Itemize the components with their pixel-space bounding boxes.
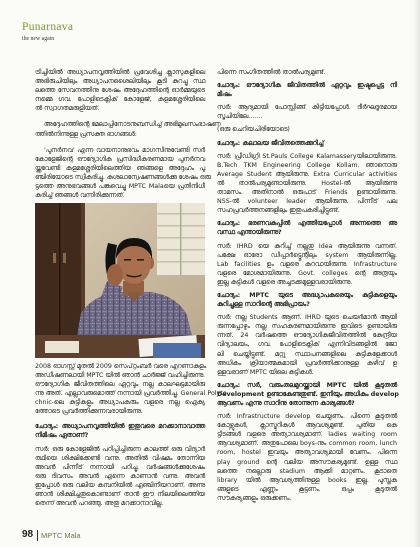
text-line: ചോദ്യം: ഔദ്യോഗിക ജീവിതത്തിൽ ഏറ്റവും ഇഷ്ടപ്പെട്ട നി [217, 82, 397, 90]
photo-desk [35, 335, 205, 358]
text-line: അഭിരുചിയിലും അധ്യാപനശൈലിയിലും കൂടി കുറച്ചു സ്ഥ [35, 78, 205, 86]
text-line: സർ: പ്രീഡിഗ്രി St.Pauls College Kalamasseryയിലായിരുന്നു. [217, 152, 397, 160]
text-line: വളരെ മോശമായിരുന്നു. Govt. colleges ന്റെ അത്രയും [217, 269, 397, 277]
text-line: ആവണം എന്നു സാറിനു തോന്നുന്ന കാര്യങ്ങൾ? [217, 400, 355, 407]
text-line: ട്ടത്തെ അനുഭവങ്ങൾ പങ്കുവെച്ചു MPTC Malaയെ പ്രതിനിധീ [35, 183, 205, 191]
photo-person-hand [107, 264, 123, 286]
text-line: ങ്ങളുടെ എണ്ണം കൂട്ടണം. ഒപ്പം കൂടുതൽ [217, 485, 397, 493]
page-number: 98 [22, 529, 34, 540]
masthead-title: Punarnava [22, 21, 74, 33]
text-line: മിഷം [217, 91, 232, 99]
interview-photo [35, 203, 205, 358]
text-line: B.Tech TKM Engineering College Kollam. ഞാനൊരു [217, 161, 397, 169]
text-line: അവൻ പിന്നീട് നന്നായി പഠിച്ചു. വർഷങ്ങൾക്കുശേഷം [35, 463, 205, 471]
text-line: ന്നത്. 24 വർഷത്തെ ഔദ്യോഗികജീവിതത്തിൽ കേന്ദ്രീയ [217, 332, 397, 340]
text-line: സൗകര്യങ്ങളും ഒരുക്കണം. [217, 494, 292, 502]
text-line: play ground ന്റെ വലിയ അസൗകര്യമുണ്ട്. ഉള്ള സ്ഥ [217, 458, 397, 466]
text-block [35, 362, 227, 417]
footer-divider [37, 530, 38, 541]
text-line: ൽ സ്വാഗതമരുളിയത്. [35, 105, 100, 113]
text-line: Lab facilities ഉം വളരെ കുറവായിരുന്നു. Infrastructure [217, 260, 397, 268]
text-line: ലി ചെയ്തിട്ടുണ്ട്. മറ്റു സ്ഥാപനങ്ങളിലെ കുട്ടികളേക്കാൾ [217, 350, 397, 358]
text-line: ന്നു അത്. എല്ലാവരുമൊത്ത് നന്നായി പ്രവർത്തിച്ചു. General Polyte [35, 390, 227, 398]
masthead-subtitle: the new again [22, 36, 55, 42]
text-line: ചോദ്യം: അധ്യാപനവൃത്തിയിൽ ഇതുവരെ മറക്കാനാവാത്ത [35, 422, 205, 430]
text-block [35, 146, 211, 201]
right-column [217, 68, 397, 503]
text-line: (ഒരു ചെറിയചിരിയോടെ) [217, 126, 290, 134]
text-line: അധികം ക്രിയാത്മകമായി പ്രവർത്തിക്കാനുള്ള കഴിവ് ഉ [217, 359, 397, 367]
text-line: കോളേജിന്റെ ഔദ്യോഗിക പ്രസിദ്ധീകരണമായ പുനർനവ [35, 155, 205, 163]
text-line: 2008 ഓഗസ്റ്റ് മുതൽ 2009 സെപ്റ്റംബർ വരെ എറണാകുളം [35, 363, 207, 370]
text-line: ൽ താൽപര്യമുണ്ടായിരുന്നു. Hostel-ൽ ആയിരുന്നു [217, 179, 397, 187]
text-line: library യിൽ ആവശ്യത്തിനുള്ള books ഇല്ല. പുസ്തക [217, 476, 397, 484]
text-line: ഞാൻ ശിക്ഷിച്ചതുകൊണ്ടാണ് താൻ ഈ നിലയിലെത്തിയ [35, 491, 205, 499]
aside-block [217, 125, 397, 134]
question-block [217, 291, 397, 309]
text-line: 'പുനർനവ' എന്ന വായനാനുഭവം മാഗസിനുവേണ്ടി സർ [44, 146, 205, 154]
text-line: ചോദ്യം: ഭരണവകുപ്പിൽ എത്തിയപ്പോൾ അന്നത്തെ അ [217, 220, 397, 228]
answer-block [35, 445, 205, 509]
text-line: Development ഉണ്ടാകേണ്ടതുണ്ട്. ഇനിയും അധികം develop [217, 390, 399, 398]
text-line: NSS-ൽ volunteer leader ആയിരുന്നു. പിന്നീട് പല [217, 198, 397, 206]
text-line: അഡീഷണലായി MPTC യിൽ ഞാൻ ചാർജ്ജ് വഹിച്ചിരുന്നു. [35, 372, 206, 380]
text-line: Average Student ആയിരുന്നു. Extra Curricular activities [217, 170, 397, 178]
text-line: സൂചിയിലേ....... [217, 113, 263, 121]
question-block [217, 219, 397, 237]
text-line: തെന്ന് അവൻ പറഞ്ഞു. അതു മറക്കാനാവില്ല. [35, 500, 164, 508]
text-line: ത്തിൽനിന്നുള്ള പ്രസക്ത ഭാഗങ്ങൾ: [35, 130, 137, 138]
question-block [217, 139, 397, 148]
text-line: ഒരു ദിവസം അവൻ എന്നെ കാണാൻ വന്നു. അവൻ [35, 473, 205, 481]
text-line: പിന്നെ സംഗീതത്തിൽ താൽപര്യമുണ്ട്. [217, 69, 326, 76]
left-column-top [35, 68, 221, 200]
publication-name: MPTC Mala [41, 531, 81, 540]
text-line: സർ: ഒരു കോളേജിൽ പഠിപ്പിച്ചിരുന്ന കാലത്ത് ഒരു വിദ്യാർ [35, 445, 205, 453]
text-line: ഇല്ല കുട്ടികൾ വളരെ അച്ചടക്കമുള്ളവരായിരുന്നു. [217, 278, 353, 286]
text-line: വിദ്യാലയം, ഗവ. പോളിടെക്നിക് എന്നിവിടങ്ങളിൽ ജോ [217, 341, 397, 349]
question-block [217, 81, 397, 99]
text-line: സർ: ആദ്യമായി പോസ്റ്റിങ്ങ് കിട്ടിയപ്പോൾ. ദീർഘദൂരമായ [217, 104, 397, 112]
text-line: പക്ഷേ ഓരോ ഡിപ്പാർട്ട്മെന്റിലും system ആയിരുന്നില്ല. [217, 251, 397, 259]
answer-block [217, 313, 397, 377]
text-line: room, hostel ഇവയും അത്യാവശ്യമായി വേണം. പിന്നെ [217, 449, 397, 457]
interview-photo-image [35, 203, 205, 358]
text-line: ഔദ്യോഗിക ജീവിതത്തിലെ ഏറ്റവും നല്ല കാലഘട്ടമായിരു [35, 381, 205, 389]
text-line: വസ്ഥ എന്തായിരുന്നു? [217, 229, 282, 237]
text-line: കോഴ്സുകൾ, ക്ലാസ്മുറികൾ ആവശ്യമുണ്ട്. പുതിയ കെ [217, 422, 397, 430]
text-line: ലത്തെ നല്ലൊരു stadium ആക്കി മാറ്റണം. കൂടാതെ [217, 467, 397, 475]
left-column-bottom [35, 362, 227, 508]
answer-block [217, 152, 397, 216]
text-line: chnic-ലെ കുട്ടികളും അധ്യാപകരും വളരെ നല്ല ഐക്യ [35, 399, 205, 407]
text-line: അദ്ദേഹത്തിന്റെ മേലാപ്പിനോടനുബന്ധിച്ച് അഭിമുഖസംഭാഷണ [44, 121, 221, 129]
text-line: ചോദ്യം: സർ, വരുംതലമുറയ്ക്കായി MPTC യിൽ കൂടുതൽ [217, 381, 397, 389]
text-block [217, 68, 397, 77]
answer-block [217, 103, 397, 121]
text-line: കുറിച്ചുള്ള സാറിന്റെ അഭിപ്രായം? [217, 301, 310, 309]
text-line: ത്തോടെ പ്രവർത്തിക്കുന്നവരായിരുന്നു. [35, 408, 143, 416]
text-line: യ്ക്കുവേണ്ടി കളമശ്ശേരിയിലെത്തിയ ഞങ്ങളെ അദ്ദേഹം പു [35, 164, 205, 172]
text-line: ത്ഥിയെ ശിക്ഷിക്കേണ്ടി വന്നു. അതിൽ വിഷമം തോന്നിയ [35, 454, 205, 462]
text-line: ചോദ്യം: MPTC യുടെ അദ്ധ്യാപകരെയും കുട്ടികളെയും [217, 291, 397, 299]
text-line: ട്രിച്ചിയിൽ അധ്യാപനവൃത്തിയിൽ പ്രവേശിച്ച ക്ലാസുകളിലെ [35, 69, 205, 76]
question-block [217, 381, 397, 408]
text-line: സർ: നല്ല Students ആണ്. IHRD യുടെ ചെയർമാൻ ആയി [217, 314, 397, 322]
text-line: നിമിഷം ഏതാണ്? [35, 431, 89, 439]
text-block [35, 120, 221, 138]
text-line: താമസം. അതിനാൽ ഒരുപാട് Friends ഉണ്ടായിരുന്നു. [217, 189, 397, 197]
question-block [35, 422, 205, 440]
text-line: സർ: IHRD യെ കുറിച്ച് നല്ലതു Idea ആയിരുന്നു വന്നത്. [217, 242, 397, 250]
answer-block [217, 412, 397, 503]
answer-block [217, 242, 397, 287]
text-line: നമ്മെ ഗവ. പോളിടെക്നിക് കോളേജ്, കളമശ്ശേരിയിലെ [35, 96, 205, 104]
text-line: ആവശ്യമാണ്. അതുപോലെ boys-നും common room, lunch [217, 440, 397, 448]
text-line: സർ: Infrastructure develop ചെയ്യണം. പിന്നെ കൂടുതൽ [217, 413, 397, 421]
text-line: രുന്നപ്പോഴും നല്ല സഹകരണമായിരുന്നു ഇവിടെ ഉണ്ടായിരു [217, 323, 397, 331]
text-line: ചോദ്യം: കലാലയ ജീവിതത്തെക്കുറിച്ച് [217, 139, 324, 147]
photo-cabinet [35, 203, 85, 335]
text-line: ള്ളവരാണ് MPTC യിലെ കുട്ടികൾ. [217, 368, 314, 376]
page-edge-shadow [413, 0, 420, 547]
text-block [35, 68, 205, 113]
text-line: സഹപ്രവർത്തനങ്ങളിലും ഇതുപകരിച്ചിട്ടുണ്ട്. [217, 207, 340, 215]
text-line: കരിച്ച് ഞങ്ങൾ വന്നിരിക്കുന്നത്. [35, 192, 125, 200]
text-line: ഞ്ചിരിയോടെ സ്വീകരിച്ചു. കുശലാന്വേഷണങ്ങൾക്കു ശേഷം ഒരു [35, 173, 211, 181]
text-line: ഇപ്പോൾ ഒരു വലിയ കമ്പനിയിൽ എഞ്ചിനീയറാണ്. അന്നു [35, 482, 205, 490]
text-line: ലത്തെ സേവനത്തിനു ശേഷം അദ്ദേഹത്തിന്റെ ഓർമ്മയുടെ [35, 87, 205, 95]
text-line: ട്ടിടങ്ങൾ വളരെ അത്യാവശ്യമാണ്. ladies waiting room [217, 431, 397, 439]
